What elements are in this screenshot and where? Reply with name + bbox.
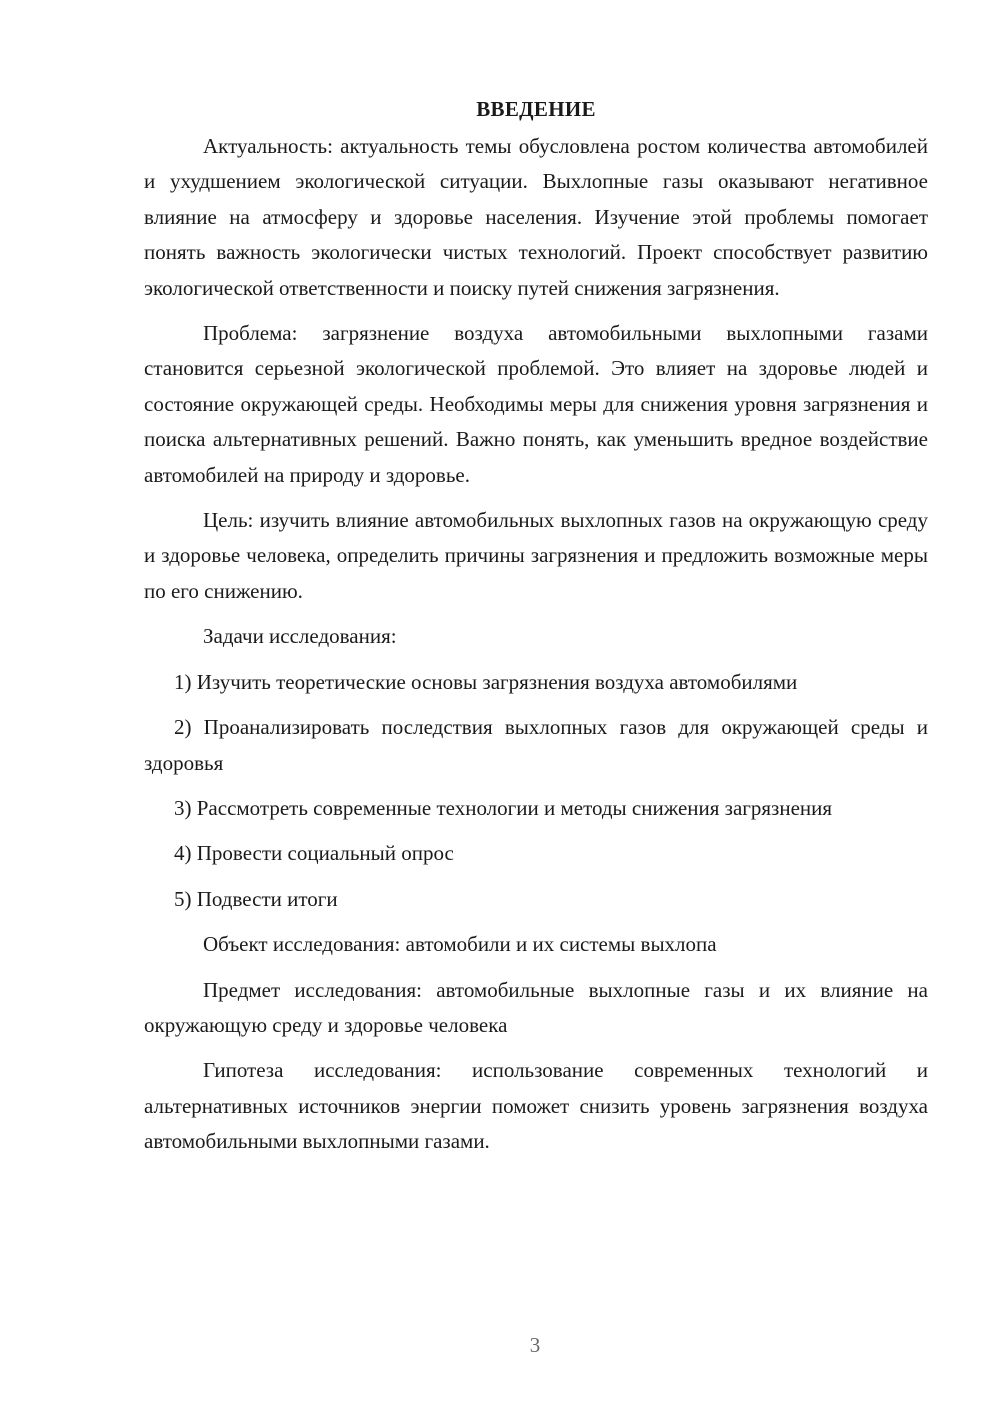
paragraph-relevance: Актуальность: актуальность темы обусловлена ростом количества автомобилей и ухудшением экологической ситуации. Выхлопные газы оказывают негативное влияние на атмосферу и здоровье населения. Изучение этой проблемы помогает понять важность экологически чистых технологий. Проект способствует развитию экологической ответственности и поиску путей снижения загрязнения.	[144, 134, 928, 300]
section-title: ВВЕДЕНИЕ	[476, 97, 596, 121]
paragraph-object: Объект исследования: автомобили и их системы выхлопа	[203, 932, 717, 957]
task-item-2: 2) Проанализировать последствия выхлопных газов для окружающей среды и здоровья	[144, 715, 928, 775]
task-item-3: 3) Рассмотреть современные технологии и методы снижения загрязнения	[174, 795, 833, 820]
paragraph-problem: Проблема: загрязнение воздуха автомобильными выхлопными газами становится серьезной экологической проблемой. Это влияет на здоровье людей и состояние окружающей среды. Необходимы меры для снижения уровня загрязнения и поиска альтернативных решений. Важно понять, как уменьшить вредное воздействие автомобилей на природу и здоровье.	[144, 321, 928, 487]
paragraph-subject: Предмет исследования: автомобильные выхлопные газы и их влияние на окружающую среду и здоровье человека	[144, 977, 928, 1037]
task-item-5: 5) Подвести итоги	[174, 886, 338, 911]
paragraph-goal: Цель: изучить влияние автомобильных выхлопных газов на окружающую среду и здоровье человека, определить причины загрязнения и предложить возможные меры по его снижению.	[144, 508, 928, 603]
paragraph-hypothesis: Гипотеза исследования: использование современных технологий и альтернативных источников энергии поможет снизить уровень загрязнения воздуха автомобильными выхлопными газами.	[144, 1058, 928, 1154]
tasks-heading: Задачи исследования:	[203, 624, 397, 649]
document-page	[144, 92, 928, 1170]
task-item-4: 4) Провести социальный опрос	[174, 841, 454, 866]
page-number: 3	[529, 1333, 541, 1357]
task-item-1: 1) Изучить теоретические основы загрязнения воздуха автомобилями	[174, 669, 798, 694]
